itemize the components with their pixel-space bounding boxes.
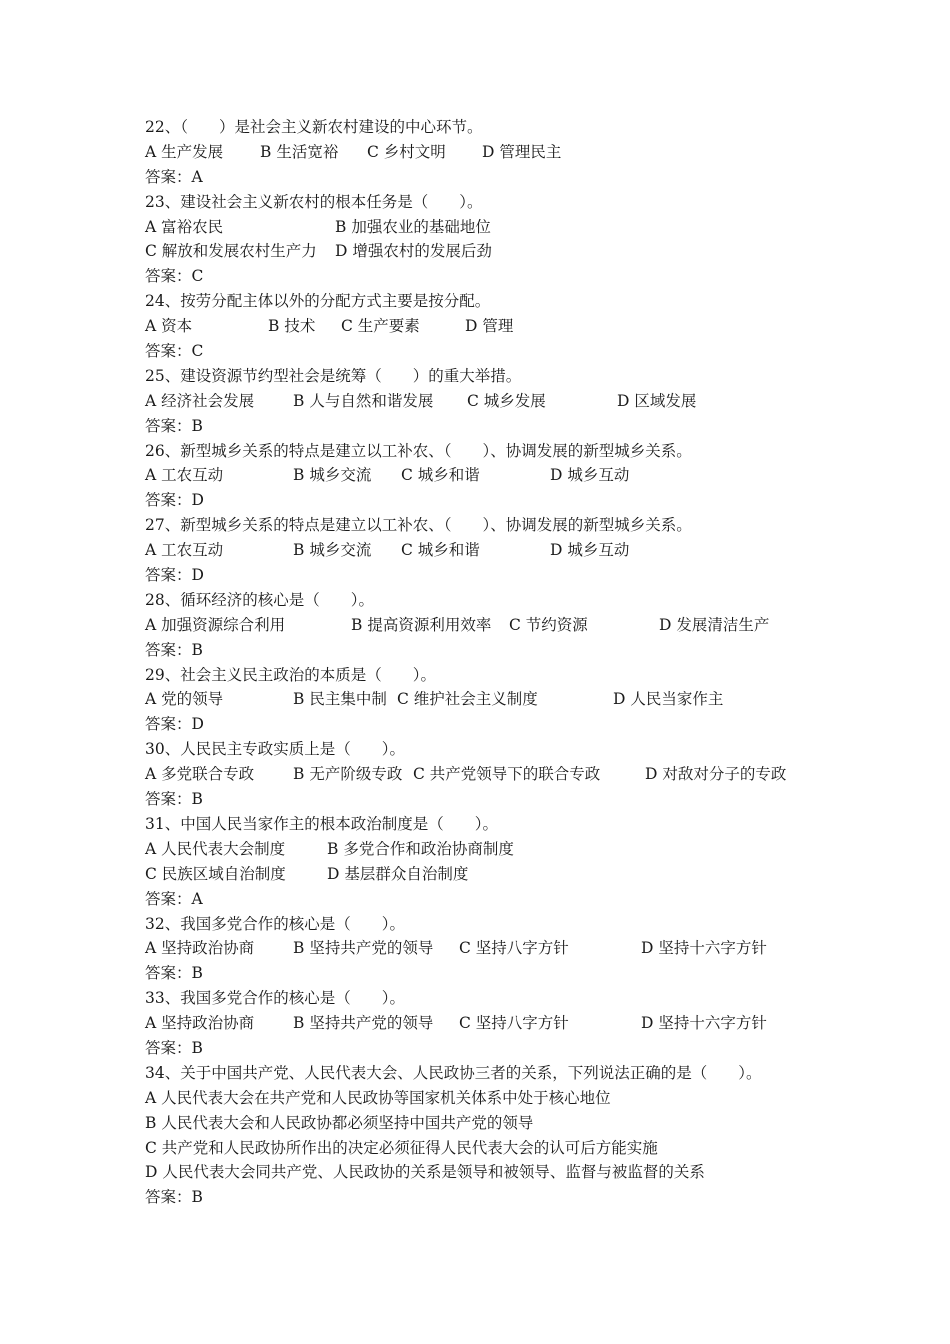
option-c: C 共产党领导下的联合专政 [413,765,601,784]
option-d: D 坚持十六字方针 [641,939,767,958]
option-a: A 经济社会发展 [145,391,255,410]
option-row [145,140,845,165]
option-b: B 技术 [268,317,316,336]
answer-line: 答案：B [145,1038,203,1057]
option-row [145,215,845,240]
option-c: C 解放和发展农村生产力 [145,242,317,261]
option-row [145,1011,845,1036]
option-row [145,862,845,887]
option-d: D 城乡互动 [550,541,630,560]
option-b: B 多党合作和政治协商制度 [327,839,514,858]
option-b: B 人与自然和谐发展 [293,391,434,410]
option-d: D 管理 [465,317,514,336]
option-b: B 坚持共产党的领导 [293,939,434,958]
question-stem: 33、我国多党合作的核心是（ ）。 [145,989,405,1008]
option-c: C 维护社会主义制度 [397,690,538,709]
option-d: D 坚持十六字方针 [641,1014,767,1033]
option-row [145,389,845,414]
answer-line: 答案：B [145,1188,203,1207]
option-c: C 生产要素 [341,317,420,336]
option-d: D 人民当家作主 [613,690,724,709]
option-d: D 城乡互动 [550,466,630,485]
option-row [145,538,845,563]
option-row [145,687,845,712]
option-d: D 增强农村的发展后劲 [335,242,492,261]
option-a: A 生产发展 [145,142,224,161]
answer-line: 答案：B [145,790,203,809]
option-a: A 坚持政治协商 [145,939,255,958]
option-b: B 人民代表大会和人民政协都必须坚持中国共产党的领导 [145,1113,534,1132]
option-a: A 工农互动 [145,541,224,560]
option-row [145,463,845,488]
option-d: D 人民代表大会同共产党、人民政协的关系是领导和被领导、监督与被监督的关系 [145,1163,705,1182]
option-a: A 多党联合专政 [145,765,255,784]
answer-line: 答案：D [145,715,204,734]
option-c: C 乡村文明 [367,142,446,161]
question-stem: 24、按劳分配主体以外的分配方式主要是按分配。 [145,292,491,311]
option-a: A 人民代表大会在共产党和人民政协等国家机关体系中处于核心地位 [145,1088,611,1107]
option-row [145,613,845,638]
option-c: C 民族区域自治制度 [145,864,286,883]
option-row [145,762,845,787]
question-stem: 27、新型城乡关系的特点是建立以工补农、（ ）、协调发展的新型城乡关系。 [145,516,692,535]
option-c: C 坚持八字方针 [459,1014,569,1033]
option-b: B 加强农业的基础地位 [335,217,491,236]
option-row [145,239,845,264]
option-a: A 工农互动 [145,466,224,485]
option-a: A 加强资源综合利用 [145,615,286,634]
option-c: C 坚持八字方针 [459,939,569,958]
answer-line: 答案：B [145,964,203,983]
option-a: A 坚持政治协商 [145,1014,255,1033]
answer-line: 答案：B [145,416,203,435]
option-a: A 人民代表大会制度 [145,839,286,858]
question-stem: 23、建设社会主义新农村的根本任务是（ ）。 [145,192,483,211]
option-c: C 节约资源 [509,615,588,634]
question-stem: 30、人民民主专政实质上是（ ）。 [145,740,405,759]
question-stem: 22、（ ）是社会主义新农村建设的中心环节。 [145,118,483,136]
question-stem: 31、中国人民当家作主的根本政治制度是（ ）。 [145,814,498,833]
option-a: A 党的领导 [145,690,224,709]
option-row [145,314,845,339]
option-c: C 城乡发展 [467,391,546,410]
question-stem: 29、社会主义民主政治的本质是（ ）。 [145,665,436,684]
answer-line: 答案：C [145,267,204,286]
question-stem: 34、关于中国共产党、人民代表大会、人民政协三者的关系，下列说法正确的是（ ）。 [145,1063,762,1082]
option-d: D 对敌对分子的专政 [645,765,787,784]
answer-line: 答案：D [145,491,204,510]
option-d: D 发展清洁生产 [659,615,770,634]
option-c: C 城乡和谐 [401,541,480,560]
answer-line: 答案：A [145,889,203,908]
option-b: B 坚持共产党的领导 [293,1014,434,1033]
option-d: D 管理民主 [482,142,562,161]
option-row [145,837,845,862]
option-d: D 基层群众自治制度 [327,864,469,883]
option-c: C 城乡和谐 [401,466,480,485]
answer-line: 答案：B [145,640,203,659]
option-a: A 富裕农民 [145,217,224,236]
question-stem: 28、循环经济的核心是（ ）。 [145,590,374,609]
option-b: B 城乡交流 [293,541,372,560]
option-b: B 生活宽裕 [260,142,339,161]
question-stem: 26、新型城乡关系的特点是建立以工补农、（ ）、协调发展的新型城乡关系。 [145,441,692,460]
answer-line: 答案：D [145,566,204,585]
option-b: B 提高资源利用效率 [351,615,492,634]
option-b: B 无产阶级专政 [293,765,403,784]
option-a: A 资本 [145,317,193,336]
option-d: D 区域发展 [617,391,697,410]
option-b: B 城乡交流 [293,466,372,485]
question-stem: 32、我国多党合作的核心是（ ）。 [145,914,405,933]
document-page [145,115,845,1210]
option-c: C 共产党和人民政协所作出的决定必须征得人民代表大会的认可后方能实施 [145,1138,658,1157]
answer-line: 答案：C [145,342,204,361]
option-b: B 民主集中制 [293,690,387,709]
answer-line: 答案：A [145,167,203,186]
question-stem: 25、建设资源节约型社会是统筹（ ）的重大举措。 [145,366,522,385]
option-row [145,936,845,961]
